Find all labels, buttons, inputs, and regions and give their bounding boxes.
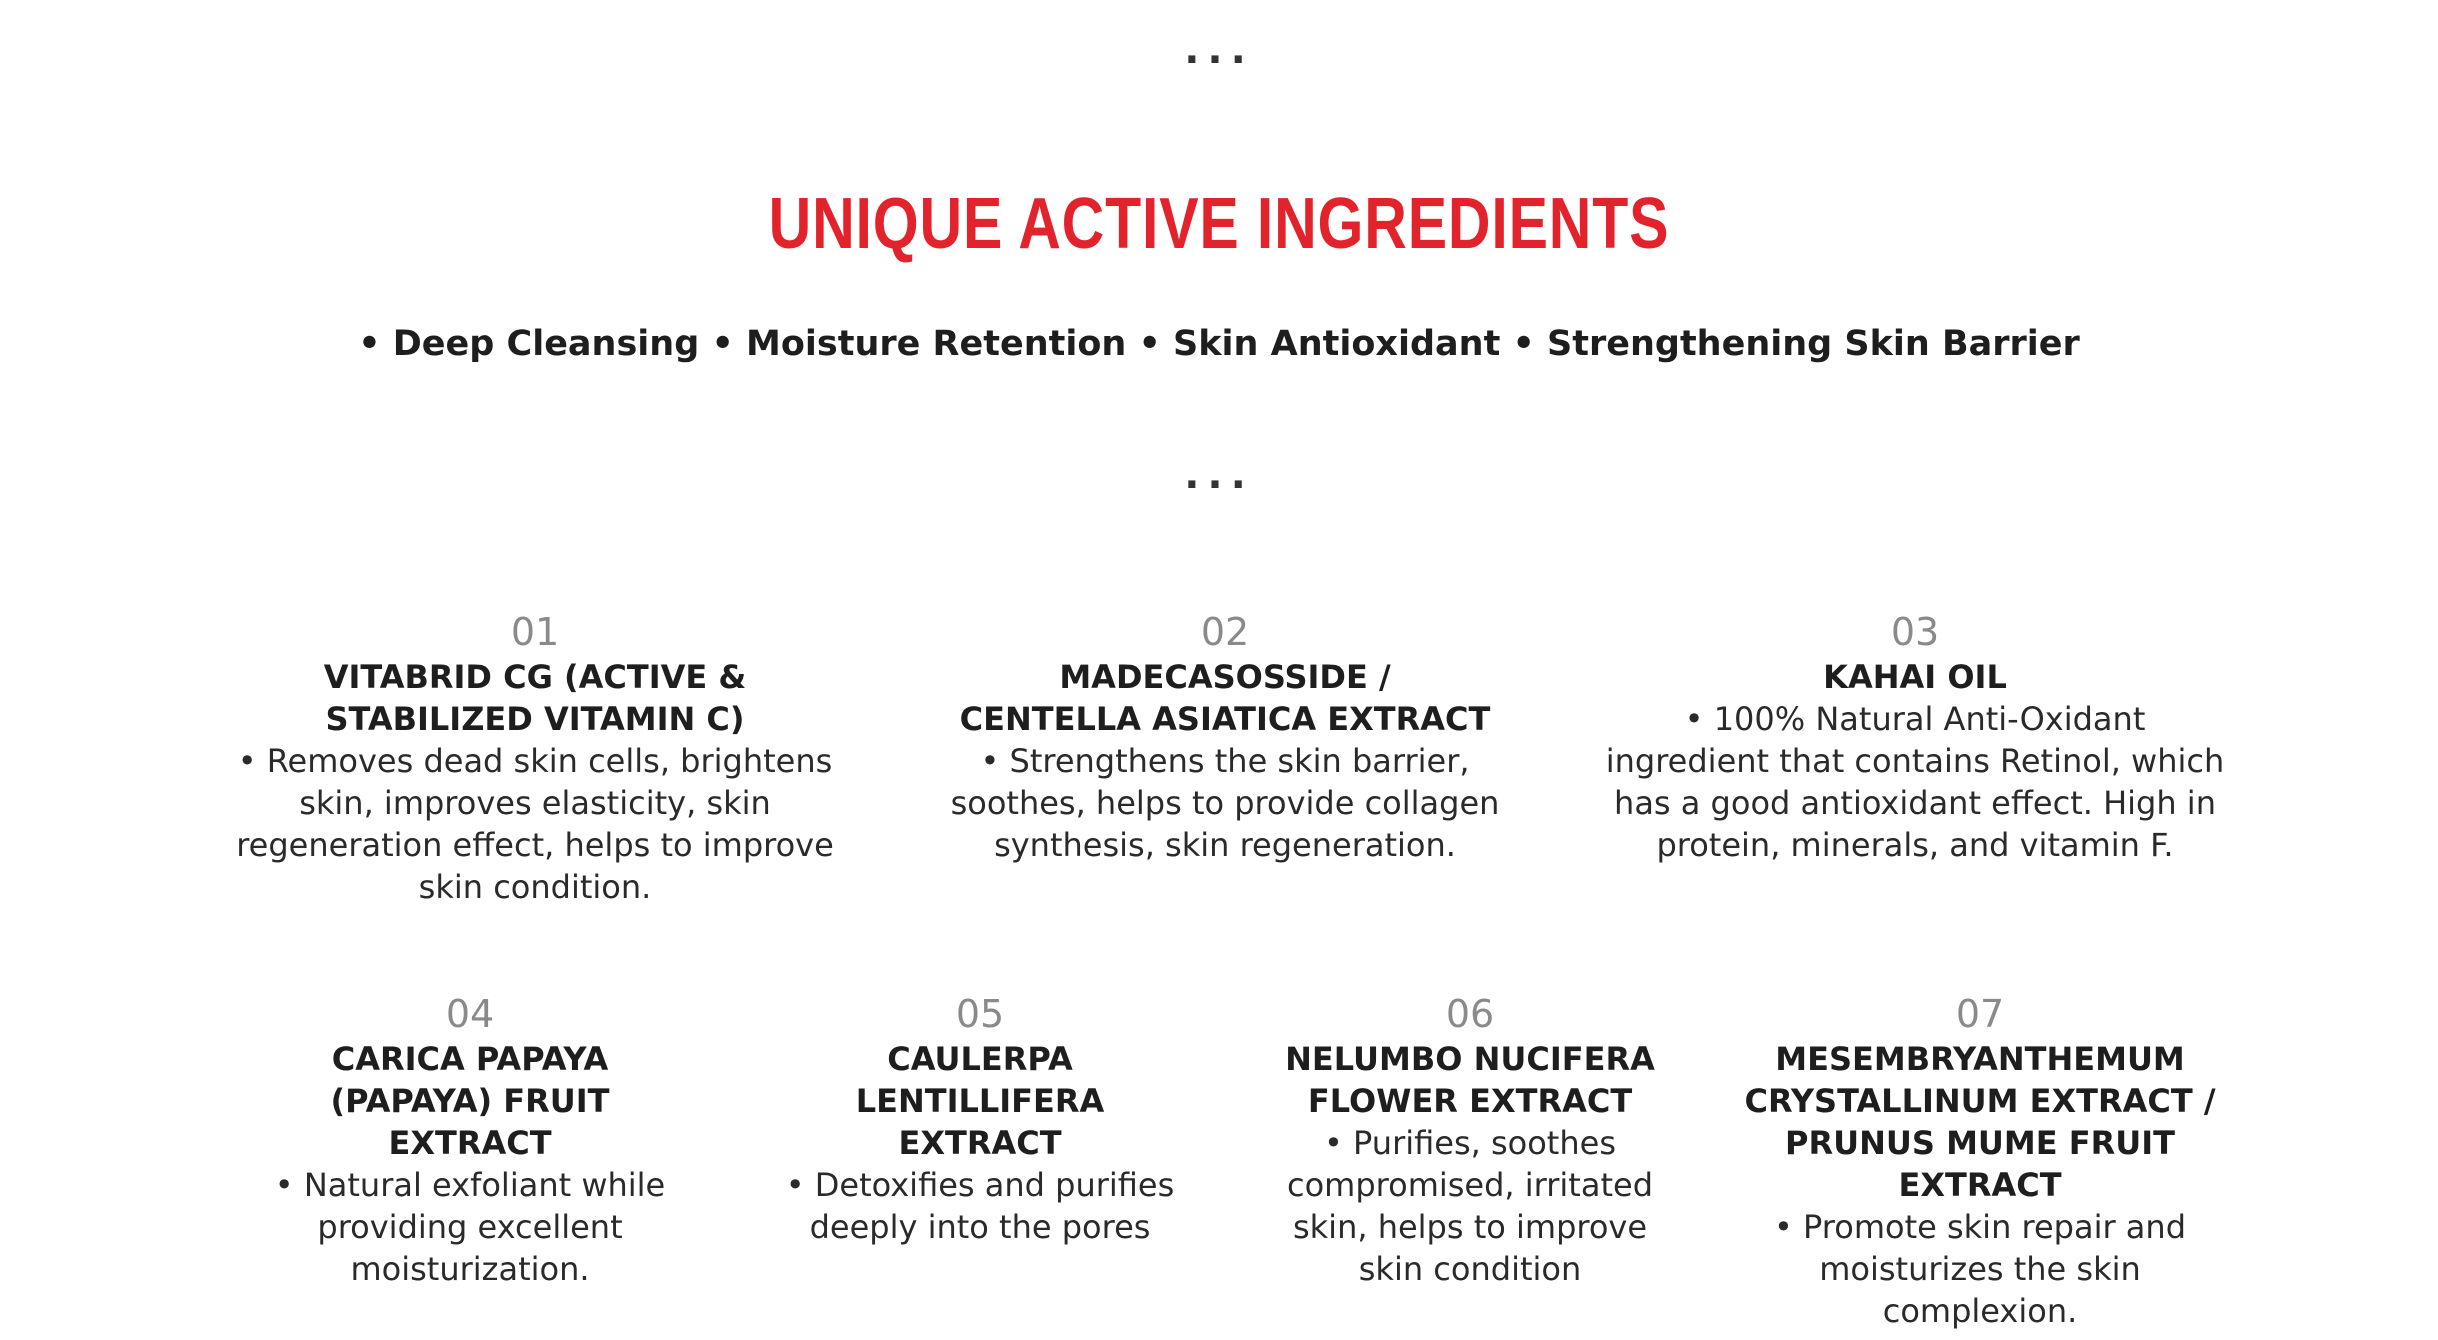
ingredient-number: 04 [445,992,495,1036]
ingredient-item-02 [910,610,1540,866]
ingredient-name: NELUMBO NUCIFERA FLOWER EXTRACT [1285,1040,1655,1120]
ingredient-number: 06 [1445,992,1495,1036]
ingredient-number: 05 [955,992,1005,1036]
ingredient-description: • Purifies, soothes compromised, irritated skin, helps to improve skin condition [1287,1124,1653,1288]
section-title: UNIQUE ACTIVE INGREDIENTS [768,184,1670,264]
ingredient-name: MESEMBRYANTHEMUM CRYSTALLINUM EXTRACT / PRUNUS MUME FRUIT EXTRACT [1744,1040,2216,1204]
top-separator-dots: ... [1184,27,1254,73]
ingredient-name: CAULERPA LENTILLIFERA EXTRACT [855,1040,1105,1162]
ingredient-name: MADECASOSSIDE / CENTELLA ASIATICA EXTRACT [959,658,1491,738]
ingredient-description: • 100% Natural Anti-Oxidant ingredient that contains Retinol, which has a good antioxidant effect. High in protein, minerals, and vitamin F. [1605,700,2225,864]
ingredient-item-06 [1260,992,1680,1290]
ingredient-item-04 [250,992,690,1290]
ingredient-name: KAHAI OIL [1823,658,2007,696]
ingredient-number: 01 [510,610,560,654]
ingredient-item-03 [1600,610,2230,866]
ingredient-number: 03 [1890,610,1940,654]
ingredient-number: 02 [1200,610,1250,654]
ingredient-name: VITABRID CG (ACTIVE & STABILIZED VITAMIN C) [323,658,747,738]
ingredient-item-05 [760,992,1200,1248]
ingredient-description: • Promote skin repair and moisturizes the skin complexion. [1774,1208,2186,1330]
ingredient-number: 07 [1955,992,2005,1036]
ingredient-description: • Removes dead skin cells, brightens skin, improves elasticity, skin regeneration effect, helps to improve skin condition. [236,742,834,906]
ingredient-item-01 [220,610,850,908]
benefits-list: • Deep Cleansing • Moisture Retention • Skin Antioxidant • Strengthening Skin Barrier [358,324,2080,364]
ingredient-name: CARICA PAPAYA (PAPAYA) FRUIT EXTRACT [330,1040,610,1162]
ingredient-description: • Detoxifies and purifies deeply into the pores [785,1166,1175,1246]
ingredient-description: • Strengthens the skin barrier, soothes, helps to provide collagen synthesis, skin regeneration. [950,742,1500,864]
ingredient-description: • Natural exfoliant while providing excellent moisturization. [274,1166,666,1288]
middle-separator-dots: ... [1184,452,1254,498]
ingredient-item-07 [1730,992,2230,1332]
